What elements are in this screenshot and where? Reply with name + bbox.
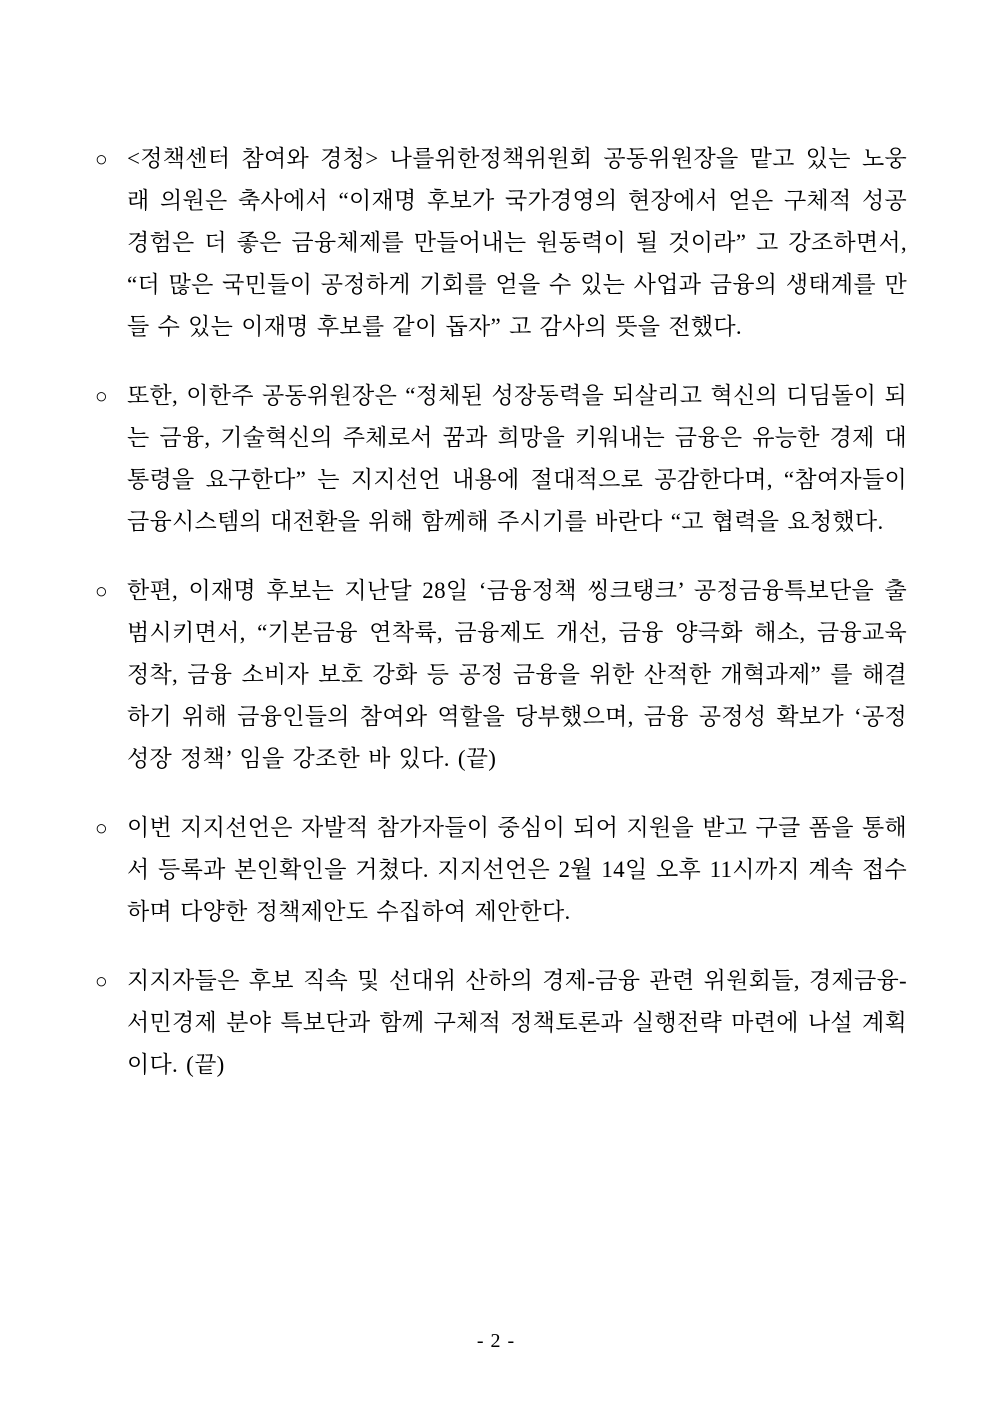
paragraph-text: 또한, 이한주 공동위원장은 “정체된 성장동력을 되살리고 혁신의 디딤돌이 되는 금융, 기술혁신의 주체로서 꿈과 희망을 키워내는 금융은 유능한 경제 대통령을 요구한다” 는 지지선언 내용에 절대적으로 공감한다며, “참여자들이 금융시스템의 대전환을 위해 함께해 주시기를 바란다 “고 협력을 요청했다. (127, 383, 907, 534)
paragraph (95, 807, 907, 933)
page-number: - 2 - (476, 1330, 516, 1352)
paragraph-text: 한편, 이재명 후보는 지난달 28일 ‘금융정책 씽크탱크’ 공정금융특보단을 출범시키면서, “기본금융 연착륙, 금융제도 개선, 금융 양극화 해소, 금융교육 정착, 금융 소비자 보호 강화 등 공정 금융을 위한 산적한 개혁과제” 를 해결하기 위해 금융인들의 참여와 역할을 당부했으며, 금융 공정성 확보가 ‘공정성장 정책’ 임을 강조한 바 있다. (끝) (127, 578, 907, 771)
paragraph (95, 960, 907, 1086)
circle-bullet-icon: ○ (95, 384, 108, 408)
paragraph (95, 138, 907, 348)
document-body (95, 138, 907, 1113)
paragraph (95, 375, 907, 543)
paragraph-text: <정책센터 참여와 경청> 나를위한정책위원회 공동위원장을 맡고 있는 노웅래 의원은 축사에서 “이재명 후보가 국가경영의 현장에서 얻은 구체적 성공경험은 더 좋은 금융체제를 만들어내는 원동력이 될 것이라” 고 강조하면서, “더 많은 국민들이 공정하게 기회를 얻을 수 있는 사업과 금융의 생태계를 만들 수 있는 이재명 후보를 같이 돕자” 고 감사의 뜻을 전했다. (127, 146, 907, 339)
paragraph-text: 이번 지지선언은 자발적 참가자들이 중심이 되어 지원을 받고 구글 폼을 통해서 등록과 본인확인을 거쳤다. 지지선언은 2월 14일 오후 11시까지 계속 접수하며 다양한 정책제안도 수집하여 제안한다. (127, 815, 907, 924)
paragraph (95, 570, 907, 780)
circle-bullet-icon: ○ (95, 816, 108, 840)
circle-bullet-icon: ○ (95, 969, 108, 993)
paragraph-text: 지지자들은 후보 직속 및 선대위 산하의 경제-금융 관련 위원회들, 경제금융-서민경제 분야 특보단과 함께 구체적 정책토론과 실행전략 마련에 나설 계획이다. (끝) (127, 968, 907, 1077)
circle-bullet-icon: ○ (95, 147, 108, 171)
circle-bullet-icon: ○ (95, 579, 108, 603)
